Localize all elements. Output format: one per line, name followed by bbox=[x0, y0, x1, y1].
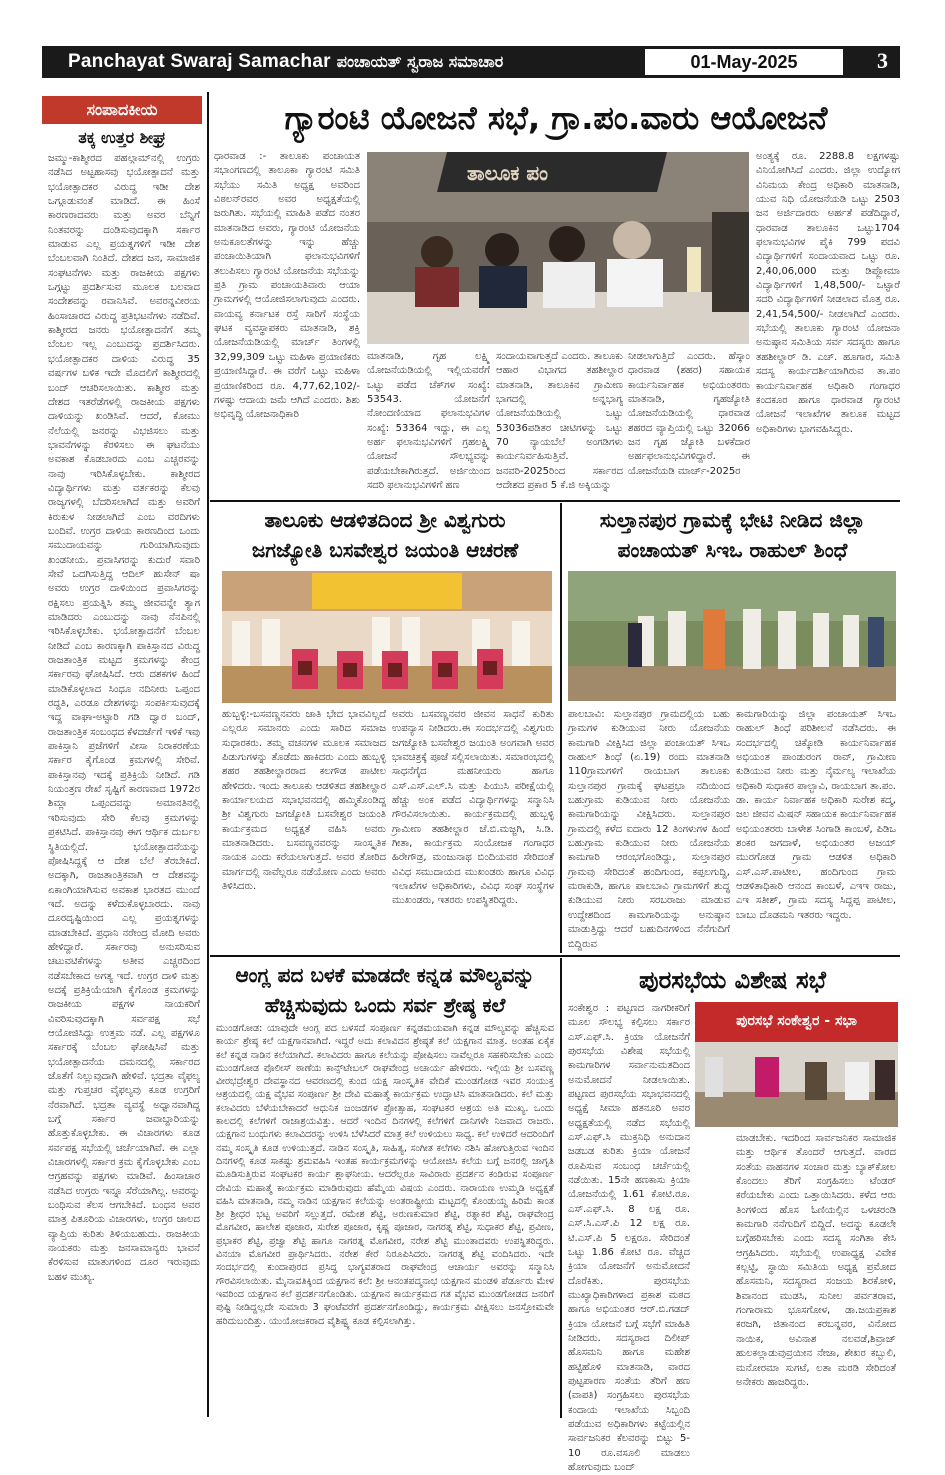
article1-col2 bbox=[367, 350, 490, 495]
svg-text:ತಾಲೂಕ ಪಂ: ತಾಲೂಕ ಪಂ bbox=[467, 161, 549, 185]
editorial-title: ತಕ್ಕ ಉತ್ತರ ಶೀಘ್ರ bbox=[78, 128, 166, 147]
article4-body-text: ಮುಂಡಗೋಡ: ಯಾವುದೇ ಆಂಗ್ಲ ಪದ ಬಳಸದೆ ಸಂಪೂರ್ಣ ಕನ್ನಡಮಯವಾಗಿ ಕನ್ನಡ ಮೌಲ್ಯವನ್ನು ಹೆಚ್ಚಿಸುವ ಕಾರ್ಯ ಶ್ರೇಷ್ಠ ಕಲೆ ಯಕ್ಷಗಾನವಾಗಿದೆ. ಇದ್ದರೆ ಅದು ಕಲಾವಿದನ ಶ್ರೇಷ್ಠತೆ ಕಲೆ ಯಕ್ಷಗಾನ ಮಾತ್ರ. ಅಂತಹ ಏಕೈಕ ಕಲೆ ಕನ್ನಡ ನಾಡಿನ ಕಲೆಯಾಗಿದೆ. ಕಲಾವಿದರು ಹಾಗೂ ಕಲೆಯನ್ನು ಪೋಷಿಸಲು ನಾವೆಲ್ಲರೂ ಸಹಕರಿಸಬೇಕು ಎಂದು ಮುಂಡಗೋಡ ಪೊಲೀಸ್ ಠಾಣೆಯ ಕಾನ್ಸ್‌ಟೇಬಲ್ ರಾಘವೇಂದ್ರ ಅಚಾರ್ಯ ಹೇಳಿದರು. ಇಲ್ಲಿಯ ಶ್ರೀ ಬಸವಣ್ಣ ವೀರಭದ್ರೇಶ್ವರ ದೇವಸ್ಥಾನದ ಆವರಣದಲ್ಲಿ ಕುಂದ ಯಕ್ಷ ಸಾಂಸ್ಕೃತಿಕ ವೇದಿಕೆ ಮುಂಡಗೋಡ ಇವರ ಸಂಯುಕ್ತ ಆಶ್ರಯದಲ್ಲಿ ಯಕ್ಷ ವೈಭವ ಸಂಪೂರ್ಣ ಶ್ರೀ ದೇವಿ ಮಹಾತ್ಮೆ ಕಾರ್ಯಕ್ರಮ ಉದ್ಘಾಟಿಸಿ ಮಾತನಾಡಿದರು. ಕಲೆ ಮತ್ತು ಕಲಾವಿದರು ಬೆಳೆಯಬೇಕಾದರೆ ಆಧುನಿಕ ಜಂಜಡಗಳ ಪ್ರೋತ್ಸಾಹ, ಸಂಘಟಕರ ಆಶ್ರಯ ಅತಿ ಮುಖ್ಯ. ಒಂದು ಕಾಲದಲ್ಲಿ ಕಲೆಗಳಿಗೆ ರಾಜಾಶ್ರಯವಿತ್ತು. ಆದರೆ ಇಂದಿನ ದಿನಗಳಲ್ಲಿ ಕಲೆಗಳಿಗೆ ದಾನಿಗಳೇ ನಿಜವಾದ ರಾಜರು. ಯಕ್ಷಗಾನ ಬಂಧುಗಳು ಕಲಾವಿದರನ್ನು ಉಳಿಸಿ ಬೆಳೆಸಿದರೆ ಮಾತ್ರ ಕಲೆ ಉಳಿಯಲು ಸಾಧ್ಯ. ಕಲೆ ಉಳಿದರೆ ಆದರಿಂದಿಗೆ ನಮ್ಮ ಸಂಸ್ಕೃತಿ ಕೂಡ ಉಳಿಯುತ್ತದೆ. ನಾಡಿನ ಸಂಸ್ಕೃತಿ, ಸಾಹಿತ್ಯ, ಸಂಗೀತ ಕಲೆಗಳು ನಶಿಸಿ ಹೋಗುತ್ತಿರುವ ಇಂದಿನ ದಿನಗಳಲ್ಲಿ ಕೂಡ ಸಾಕಷ್ಟು ಶ್ರಮವಹಿಸಿ ಇಂತಹ ಕಾರ್ಯಕ್ರಮಗಳನ್ನು ಆಯೋಜಿಸಿ ಕಲೆಯ ಬಗ್ಗೆ ಜನರಲ್ಲಿ ಜಾಗೃತಿ ಮೂಡಿಸುತ್ತಿರುವ ಸಂಘಟಕರ ಕಾರ್ಯ ಶ್ಲಾಘನೀಯ. ಆದರೆಲ್ಲರೂ ಸಾವಿರಾರು ಪ್ರದರ್ಶನ ಕಂಡಿರುವ ಸಂಪೂರ್ಣ ದೇವಿಯ ಮಹಾತ್ಮೆ ಕಾರ್ಯಕ್ರಮ ಮಾಡಿರುವುದು ಹೆಮ್ಮೆಯ ವಿಷಯ ಎಂದರು. ನಾರಾಯಣ ಉಮ್ಮಡಿ ಅಧ್ಯಕ್ಷತೆ ವಹಿಸಿ ಮಾತನಾಡಿ, ನಮ್ಮ ನಾಡಿನ ಯಕ್ಷಗಾನ ಕಲೆಯನ್ನು ಅಂತರಾಷ್ಟ್ರೀಯ ಮಟ್ಟದಲ್ಲಿ ಕೊಂಡುಯ್ದ ಹಿರಿಮೆ ಕಾಂತ ಶ್ರೀ ಶ್ರೀಧರ ಭಟ್ಟ ಅವರಿಗೆ ಸಲ್ಲುತ್ತದೆ. ರಮೇಶ ಶೆಟ್ಟಿ, ಅರುಣಕುಮಾರ ಶೆಟ್ಟಿ, ರತ್ನಾಕರ ಶೆಟ್ಟಿ, ರಾಘವೇಂದ್ರ ಮೊಗವೀರ, ಹಾಲೇಶ ಪೂಜಾರ, ಸುರೇಶ ಪೂಜಾರ, ಕೃಷ್ಣ ಪೂಜಾರ, ನಾಗರತ್ನ ಶೆಟ್ಟಿ, ಸುಧಾಕರ ಶೆಟ್ಟಿ, ಪ್ರವೀಣ, ಪ್ರಭಾಕರ ಶೆಟ್ಟಿ, ಪ್ರಜ್ವಾ ಶೆಟ್ಟಿ ಹಾಗೂ ನಾಗರತ್ನ ಮೊಗವೀರ, ನರೇಶ ಶೆಟ್ಟಿ ಮುಂತಾದವರು ಉಪಸ್ಥಿತರಿದ್ದರು. ವಿನಯಾ ಮೊಗವೀರ ಪ್ರಾರ್ಥಿಸಿದರು. ನರೇಶ ಕೇರೆ ನಿರೂಪಿಸಿದರು. ನಾಗರತ್ನ ಶೆಟ್ಟಿ ವಂದಿಸಿದರು. ಇದೇ ಸಂದರ್ಭದಲ್ಲಿ ಕುಂದಾಪುರದ ಪ್ರಸಿದ್ಧ ಭಾಗ್ಯವತರಾದ ರಾಘವೇಂದ್ರ ಆಚಾರ್ಯ ಅವರನ್ನು ಸನ್ಮಾನಿಸಿ ಗೌರವಿಸಲಾಯಿತು. ಮೈನಾವತಿಕ್ಕಿಂದ ಯಕ್ಷಗಾನ ಕಲೆ: ಶ್ರೀ ಆನಂತಪದ್ಮನಾಭ ಯಕ್ಷಗಾನ ಮಂಡಳಿ ಪೆರ್ಡೂರು ಮೇಳ ಇವರಿಂದ ಯಕ್ಷಗಾನ ಕಲೆ ಪ್ರದರ್ಶನಗೊಂಡಿತು. ಯಕ್ಷಗಾನ ಕಾರ್ಯಕ್ರಮದ ಗತ ವೈಭವ ಮುಂಡಗೋಡದ ಜನರಿಗೆ ಪುಷ್ಟಿ ನೀಡಿದ್ದಲ್ಲದೇ ಸುಮಾರು 3 ಘಂಟೆವರೆಗೆ ಪ್ರದರ್ಶನಗೊಂಡಿದ್ದು, ಕಾರ್ಯಕ್ರಮ ವೀಕ್ಷಿಸಲು ಜನಸ್ತೋಮವೇ ಹರಿದುಬಂದಿತ್ತು. ಯುಯೋಜಕರಾದ ವೈಶಿಷ್ಟ್ಯ ಕೂಡ ಕಲ್ಪಿಸಲಾಗಿತ್ತು. bbox=[216, 1023, 554, 1327]
article3-headline-line2: ಪಂಚಾಯತ್ ಸಿಇಒ ರಾಹುಲ್ ಶಿಂಧೆ bbox=[617, 538, 848, 562]
article3-col2-text: ಕಾಮಗಾರಿಯನ್ನು ಜಿಲ್ಲಾ ಪಂಚಾಯತ್ ಸಿಇಒ ರಾಹುಲ್ ಶಿಂಧೆ ಪರಿಶೀಲನೆ ನಡೆಸಿದರು. ಈ ಸಂದರ್ಭದಲ್ಲಿ ಚಿಕ್ಕೋಡಿ ಕಾರ್ಯನಿರ್ವಾಹಕ ಅಭಿಯಂತ ಪಾಂಡುರಂಗ ರಾವ್, ಗ್ರಾಮೀಣ ಕುಡಿಯುವ ನೀರು ಮತ್ತು ನೈರ್ಮಲ್ಯ ಇಲಾಖೆಯ ಅಧಿಕಾರಿ ಸುಧಾಕರ ಪಾಲ್ಭಾವಿ, ರಾಯಬಾಗ ತಾ.ಪಂ. ಡಾ. ಕಾರ್ಯ ನಿರ್ವಾಹಕ ಅಧಿಕಾರಿ ಸುರೇಶ ಕದ್ಮ, ಜಲ ಜೀವನ ಮಿಷನ್ ಸಹಾಯಕ ಕಾರ್ಯನಿರ್ವಾಹಕ ಅಭಿಯಂತರರು ಬಾಳೇಶ ಸಿಂಗಾಡಿ ಕಾಂಬಳೆ, ಪಿಡಿಒ ಶಂಕರ ಜಗದಾಳೆ, ಅಭಿಯಂತರ ಅಜಯ್ ಮುರಗೋಡ ಗ್ರಾಮ ಆಡಳಿತ ಅಧಿಕಾರಿ ಎಸ್.ಎಸ್.ಪಾಟೀಲ, ಹಂದಿಗುಂದ ಗ್ರಾಮ ಆಡಳಿತಾಧಿಕಾರಿ ಆನಂದ ಕಾಂಬಳೆ, ಎಇಇ ರಾಜು, ಎಇ ಸತೀಶ್, ಗ್ರಾಮ ಸದಸ್ಯ ಸಿದ್ದಪ್ಪ ಪಾಟೀಲ, ಬಾಬು ದೊಡಮನಿ ಇತರರು ಇದ್ದರು. bbox=[736, 709, 896, 921]
article5-banner-text: ಪುರಸಭೆ ಸಂಕೇಶ್ವರ - ಸಭಾ bbox=[736, 1013, 857, 1029]
article5-col1 bbox=[568, 1002, 690, 1473]
article1-col2-text: ಮಾತನಾಡಿ, ಗೃಹ ಲಕ್ಷ್ಮಿ ಯೋಜನೆಯಡಿಯಲ್ಲಿ ಇಲ್ಲಿಯವರೆಗೆ ಒಟ್ಟು ಪಡೆದ ಚೆಕ್‌ಗಳ ಸಂಖ್ಯೆ: 53543. ಯೋಜನೆಗೆ ನೋಂದಣಿಯಾದ ಫಲಾನುಭವಿಗಳ ಸಂಖ್ಯೆ: 53364 ಇದ್ದು, ಈ ಎಲ್ಲ ಅರ್ಹ ಫಲಾನುಭವಿಗಳಿಗೆ ಗ್ರಹಲಕ್ಷ್ಮಿ ಯೋಜನೆ ಸೌಲಭ್ಯವನ್ನು ಪಡೆಯಬೇಕಾಗಿರುತ್ತದೆ. ಅರ್ಜಿಯಿಂದ ಸದರಿ ಫಲಾನುಭವಿಗಳಿಗೆ ಹಣ bbox=[367, 351, 490, 492]
article4-headline-line2: ಹೆಚ್ಚಿಸುವುದು ಒಂದು ಸರ್ವ ಶ್ರೇಷ್ಠ ಕಲೆ bbox=[264, 993, 506, 1017]
article1-col3-text: ಸಂದಾಯವಾಗುತ್ತದೆ ಎಂದರು. ತಾಲೂಕು ಆಹಾರ ವಿಭಾಗದ ತಹಶೀಲ್ದಾರ ಮಾತನಾಡಿ, ತಾಲೂಕಿನ ಗ್ರಾಮೀಣ ಭಾಗದಲ್ಲಿ ಅನ್ನಭಾಗ್ಯ ಯೋಜನೆಯಡಿಯಲ್ಲಿ ಒಟ್ಟು 53036ಪಡಿತರ ಚೀಟಿಗಳನ್ನು ಒಟ್ಟು 70 ನ್ಯಾಯಬೆಲೆ ಅಂಗಡಿಗಳು ಕಾರ್ಯನಿರ್ವಹಿಸುತ್ತಿವೆ. ಜನವರಿ-2025ರಿಂದ ಸರ್ಕಾರದ ಆದೇಶದ ಪ್ರಕಾರ 5 ಕೆ.ಜಿ ಅಕ್ಕಿಯನ್ನು bbox=[496, 351, 623, 492]
article5-photo bbox=[695, 1002, 898, 1127]
column-divider bbox=[560, 958, 562, 1418]
article4-body bbox=[216, 1022, 554, 1415]
editorial-text: ಜಮ್ಮು-ಕಾಶ್ಮೀರದ ಪಹಲ್ಗಾಮ್‌ನಲ್ಲಿ ಉಗ್ರರು ನಡೆಸಿದ ಅಟ್ಟಹಾಸವು ಭಯೋತ್ಪಾದನೆ ಮತ್ತು ಭಯೋತ್ಪಾದಕರ ವಿರುದ್ಧ ಇಡೀ ದೇಶ ಒಗ್ಗೂಡುವಂತೆ ಮಾಡಿದೆ. ಈ ಹಿಂಸೆ ಕಾರಣರಾದವರು ಮತ್ತು ಅವರ ಬೆನ್ನಿಗೆ ನಿಂತವರನ್ನು ದಂಡಿಸುವುದಕ್ಕಾಗಿ ಸರ್ಕಾರ ಮಾಡುವ ಎಲ್ಲ ಪ್ರಯತ್ನಗಳಿಗೆ ಇಡೀ ದೇಶ ಬೆಂಬಲವಾಗಿ ನಿಂತಿದೆ. ದೇಶದ ಜನ, ಸಾಮಾಜಿಕ ಸಂಘಟನೆಗಳು ಮತ್ತು ರಾಜಕೀಯ ಪಕ್ಷಗಳು ಒಗ್ಗಟ್ಟು ಪ್ರದರ್ಶಿಸುವ ಮೂಲಕ ಬಲವಾದ ಸಂದೇಶವನ್ನು ರವಾನಿಸಿವೆ. ಅವರನ್ನವೀರಯ ಹಿಂಸಾಚಾರದ ವಿರುದ್ಧ ಪ್ರತಿಭಟನೆಗಳು ನಡೆದಿವೆ. ಕಾಶ್ಮೀರದ ಜನರು ಭಯೋತ್ಪಾದನೆಗೆ ತಮ್ಮ ಬೆಂಬಲ ಇಲ್ಲ ಎಂಬುದನ್ನು ಪ್ರದರ್ಶಿಸಿದರು. ಭಯೋತ್ಪಾದಕರ ದಾಳಿಯ ವಿರುದ್ಧ 35 ವರ್ಷಗಳ ಬಳಿಕ ಇದೇ ಮೊದಲಿಗೆ ಕಾಶ್ಮೀರದಲ್ಲಿ ಬಂದ್ ಆಚರಿಸಲಾಯಿತು. ಕಾಶ್ಮೀರ ಮತ್ತು ದೇಶದ ಇತರೆಡೆಗಳಲ್ಲಿ ರಾಜಕೀಯ ಪಕ್ಷಗಳು ದಾಳಿಯನ್ನು ಖಂಡಿಸಿವೆ. ಆದರೆ, ಕೋಮು ನೆಲೆಯಲ್ಲಿ ಜನರನ್ನು ವಿಭಜಿಸಲು ಮತ್ತು ಭಾವನೆಗಳನ್ನು ಕೆರಳಿಸಲು ಈ ಘಟನೆಯು ಅವಕಾಶ ಕೊಡಬಾರದು ಎಂಬ ಎಚ್ಚರವನ್ನು ನಾವು ಇರಿಸಿಕೊಳ್ಳಬೇಕು. ಕಾಶ್ಮೀರದ ವಿದ್ಯಾರ್ಥಿಗಳು ಮತ್ತು ವರ್ತಕರನ್ನು ಕೆಲವು ರಾಜ್ಯಗಳಲ್ಲಿ ಬೆದರಿಸಲಾಗಿದೆ ಮತ್ತು ಅವರಿಗೆ ಕಿರುಕುಳ ನೀಡಲಾಗಿದೆ ಎಂಬ ವರದಿಗಳು ಬಂದಿವೆ. ಉಗ್ರರ ದಾಳಿಯ ಕಾರಣದಿಂದ ಒಂದು ಸಮುದಾಯವನ್ನು ಗುರಿಯಾಗಿಸುವುದು ಖಂಡನೀಯ. ಪ್ರವಾಸಿಗರನ್ನು ಕುದುರೆ ಸವಾರಿ ಸೇವೆ ಒದಗಿಸುತ್ತಿದ್ದ ಆದಿಲ್ ಹುಸೇನ್ ಷಾ ಅವರು ಉಗ್ರರ ದಾಳಿಯಿಂದ ಪ್ರವಾಸಿಗರನ್ನು ರಕ್ಷಿಸಲು ಪ್ರಯತ್ನಿಸಿ ತಮ್ಮ ಜೀವವನ್ನೇ ತ್ಯಾಗ ಮಾಡಿದರು ಎಂಬುದನ್ನು ನಾವು ನೆನಪಿನಲ್ಲಿ ಇರಿಸಿಕೊಳ್ಳಬೇಕು. ಭಯೋತ್ಪಾದನೆಗೆ ಬೆಂಬಲ ನೀಡಿದೆ ಎಂಬ ಕಾರಣಕ್ಕಾಗಿ ಪಾಕಿಸ್ತಾನದ ವಿರುದ್ಧ ರಾಜತಾಂತ್ರಿಕ ಮಟ್ಟದ ಕ್ರಮಗಳನ್ನು ಕೇಂದ್ರ ಸರ್ಕಾರವು ಘೋಷಿಸಿದೆ. ಆರು ದಶಕಗಳ ಹಿಂದೆ ಮಾಡಿಕೊಳ್ಳಲಾದ ಸಿಂಧೂ ನದಿನೀರು ಒಪ್ಪಂದ ರದ್ದತಿ, ಎರಡೂ ದೇಶಗಳನ್ನು ಸಂಪರ್ಕಿಸುವುದಕ್ಕೆ ಇದ್ದ ವಾಘಾ-ಅಟ್ಟಾರಿ ಗಡಿ ದ್ವಾರ ಬಂದ್, ರಾಜತಾಂತ್ರಿಕ ಸಂಬಂಧದ ಕೆಳದರ್ಜೆಗೆ ಇಳಿಕೆ ಇವು ಪಾಕಿಸ್ತಾನಿ ಪ್ರಜೆಗಳಿಗೆ ವೀಸಾ ನಿರಾಕರಣೆಯ ಸರ್ಕಾರ ಕೈಗೊಂಡ ಕ್ರಮಗಳಲ್ಲಿ ಸೇರಿವೆ. ಪಾಕಿಸ್ತಾನವು ಇದಕ್ಕೆ ಪ್ರತಿಕ್ರಿಯೆ ನೀಡಿದೆ. ಗಡಿ ನಿಯಂತ್ರಣ ರೇಖೆ ಸೃಷ್ಟಿಗೆ ಕಾರಣವಾದ 1972ರ ಶಿಮ್ಲಾ ಒಪ್ಪಂದವನ್ನು ಅಮಾನತಿನಲ್ಲಿ ಇರಿಸುವುದು ಸೇರಿ ಕೆಲವು ಕ್ರಮಗಳನ್ನು ಪ್ರಕಟಿಸಿದೆ. ಪಾಕಿಸ್ತಾನವು ಈಗ ಆರ್ಥಿಕ ದುರ್ಬಲ ಸ್ಥಿತಿಯಲ್ಲಿದೆ. ಭಯೋತ್ಪಾದನೆಯನ್ನು ಪೋಷಿಸಿದ್ದಕ್ಕೆ ಆ ದೇಶ ಬೆಲೆ ತೆರಬೇಕಿದೆ. ಅದಕ್ಕಾಗಿ, ರಾಜತಾಂತ್ರಿಕವಾಗಿ ಆ ದೇಶವನ್ನು ಏಕಾಂಗಿಯಾಗಿಸುವ ಅವಕಾಶ ಭಾರತದ ಮುಂದೆ ಇದೆ. ಅದನ್ನು ಕಳೆದುಕೊಳ್ಳಬಾರದು. ನಾವು ದೂರದೃಷ್ಟಿಯಿಂದ ಎಲ್ಲ ಪ್ರಯತ್ನಗಳನ್ನು ಮಾಡಬೇಕಿದೆ. ಪ್ರಧಾನಿ ನರೇಂದ್ರ ಮೋದಿ ಅವರು ಹೇಳಿದ್ದಾರೆ. ಸರ್ಕಾರವು ಅನುಸರಿಸುವ ಚಟುವಟಿಕೆಗಳನ್ನು ಅತೀವ ಎಚ್ಚರದಿಂದ ನಡೆಸಬೇಕಾದ ಅಗತ್ಯ ಇದೆ. ಉಗ್ರರ ದಾಳಿ ಮತ್ತು ಅದಕ್ಕೆ ಪ್ರತಿಕ್ರಿಯೆಯಾಗಿ ಕೈಗೊಂಡ ಕ್ರಮಗಳನ್ನು ರಾಜಕೀಯ ಪಕ್ಷಗಳ ನಾಯಕರಿಗೆ ವಿವರಿಸುವುದಕ್ಕಾಗಿ ಸರ್ವಪಕ್ಷ ಸಭೆ ಆಯೋಜಿಸಿದ್ದು ಉತ್ತಮ ನಡೆ. ಎಲ್ಲ ಪಕ್ಷಗಳೂ ಸರ್ಕಾರಕ್ಕೆ ಬೆಂಬಲ ಘೋಷಿಸಿವೆ ಮತ್ತು ಭಯೋತ್ಪಾದನೆಯ ದಮನದಲ್ಲಿ ಸರ್ಕಾರದ ಜೊತೆಗೆ ನಿಲ್ಲುವುದಾಗಿ ಹೇಳಿವೆ. ಭದ್ರತಾ ವೈಫಲ್ಯ ಮತ್ತು ಗುಪ್ತಚರ ವೈಫಲ್ಯವು ಕೂಡ ಉಗ್ರರಿಗೆ ನೆರವಾಗಿದೆ. ಭದ್ರತಾ ವ್ಯವಸ್ಥೆ ಅಧ್ವಾನವಾಗಿದ್ದ ಬಗ್ಗೆ ಸರ್ಕಾರ ಜವಾಬ್ದಾರಿಯನ್ನು ಹೊತ್ತುಕೊಳ್ಳಬೇಕು. ಈ ವಿಚಾರಗಳು ಕೂಡ ಸರ್ವಪಕ್ಷ ಸಭೆಯಲ್ಲಿ ಚರ್ಚೆಯಾಗಿವೆ. ಈ ಎಲ್ಲಾ ವಿಚಾರಗಳಲ್ಲಿ ಸರ್ಕಾರ ಕ್ರಮ ಕೈಗೊಳ್ಳಬೇಕು ಎಂಬ ಆಗ್ರಹವನ್ನು ಪಕ್ಷಗಳು ಮಾಡಿವೆ. ಹಿಂಸಾಚಾರ ನಡೆಸಿದ ಉಗ್ರರು ಇನ್ನೂ ಸೆರೆಯಾಗಿಲ್ಲ. ಅವರನ್ನು ಬಂಧಿಸುವ ಕೆಲಸ ಆಗಬೇಕಿದೆ. ಬಂಧನ ಅವರ ಮಾತ್ರ ಪಿತೂರಿಯ ವಿಚಾರಗಳು, ಉಗ್ರರ ಜಾಲದ ವ್ಯಾಪ್ತಿಯ ಕುರಿತು ತಿಳಿಯಬಹುದು. ರಾಜಕೀಯ ನಾಯಕರು ಮತ್ತು ಜನಸಾಮಾನ್ಯರು ಭಾವನೆ ಕೆರಳಿಸುವ ಮಾತುಗಳಿಂದ ದೂರ ಇರುವುದು ಬಹಳ ಮುಖ್ಯ. bbox=[48, 153, 200, 1283]
article1-headline: ಗ್ಯಾರಂಟಿ ಯೋಜನೆ ಸಭೆ, ಗ್ರಾ.ಪಂ.ವಾರು ಆಯೋಜನೆ bbox=[284, 99, 828, 137]
masthead-title-kannada: ಪಂಚಾಯತ್ ಸ್ವರಾಜ ಸಮಾಚಾರ bbox=[336, 52, 504, 71]
section-divider bbox=[210, 955, 900, 957]
article2-col2 bbox=[392, 708, 554, 948]
article1-col4 bbox=[628, 350, 750, 495]
article1-col5 bbox=[756, 150, 900, 495]
article2-photo bbox=[222, 571, 552, 703]
article3-headline-line1: ಸುಲ್ತಾನಪುರ ಗ್ರಾಮಕ್ಕೆ ಭೇಟಿ ನೀಡಿದ ಜಿಲ್ಲಾ bbox=[599, 508, 866, 532]
page-number: 3 bbox=[877, 48, 888, 73]
article3-col1 bbox=[568, 708, 730, 948]
article1-col1-text: ಧಾರವಾಡ :- ತಾಲೂಕು ಪಂಚಾಯತ ಸಭಾಂಗಣದಲ್ಲಿ ತಾಲೂಕಾ ಗ್ಯಾರಂಟಿ ಸಮಿತಿ ಸಭೆಯು ಸಮಿತಿ ಅಧ್ಯಕ್ಷ ಅವರಿಂದ ವಿಠಲನ್‌ರವರ ಅವರ ಅಧ್ಯಕ್ಷತೆಯಲ್ಲಿ ಜರುಗಿತು. ಸಭೆಯಲ್ಲಿ ಮಾಹಿತಿ ಪಡೆದ ನಂತರ ಮಾತನಾಡಿದ ಅವರು, ಗ್ಯಾರಂಟಿ ಯೋಜನೆಯ ಅನುಕೂಲತೆಗಳನ್ನು ಇನ್ನು ಹೆಚ್ಚು ಪಂಚಾಯಿತಿಯಾಗಿ ಫಲಾನುಭವಿಗಳಿಗೆ ತಲುಪಿಸಲು ಗ್ಯಾರಂಟಿ ಯೋಜನೆಯ ಸಭೆಯನ್ನು ಪ್ರತಿ ಗ್ರಾಮ ಪಂಚಾಯತಿವಾರು ಆಯಾ ಗ್ರಾಮಗಳಲ್ಲಿ ಆಯೋಜಿಸಲಾಗುವುದು ಎಂದರು. ವಾಯವ್ಯ ಕರ್ನಾಟಕ ರಸ್ತೆ ಸಾರಿಗೆ ಸಂಸ್ಥೆಯ ಘಟಕ ವ್ಯವಸ್ಥಾಪಕರು ಮಾತನಾಡಿ, ಶಕ್ತಿ ಯೋಜನೆಯಡಿಯಲ್ಲಿ ಮಾರ್ಚ್ ತಿಂಗಳಲ್ಲಿ 32,99,309 ಒಟ್ಟು ಮಹಿಳಾ ಪ್ರಯಾಣಿಕರು ಪ್ರಯಾಣಿಸಿದ್ದಾರೆ. ಈ ವರೆಗೆ ಒಟ್ಟು ಮಹಿಳಾ ಪ್ರಯಾಣಿಕರಿಂದ ರೂ. 4,77,62,102/- ಗಳಷ್ಟು ಆದಾಯ ಜಮೆ ಆಗಿದೆ ಎಂದರು. ಶಿಶು ಅಭಿವೃದ್ಧಿ ಯೋಜನಾಧಿಕಾರಿ bbox=[214, 151, 360, 421]
article1-col4-text: ನೀಡಲಾಗುತ್ತಿದೆ ಎಂದರು. ಹೆಸ್ಕಾಂ ಧಾರವಾಡ (ಶಹರ) ಸಹಾಯಕ ಕಾರ್ಯನಿರ್ವಾಹಕ ಅಭಿಯಂತರರು ಮಾತನಾಡಿ, ಗೃಹಜ್ಯೋತಿ ಯೋಜನೆಯಡಿಯಲ್ಲಿ ಧಾರವಾಡ ಶಹರದ ವ್ಯಾಪ್ತಿಯಲ್ಲಿ ಒಟ್ಟು 32066 ಜನ ಗೃಹ ಜ್ಯೋತಿ ಬಳಕೆದಾರ ಅರ್ಹಫಲಾನುಭವಿಗಳಿದ್ದಾರೆ. ಈ ಯೋಜನೆಯಡಿ ಮಾರ್ಚ್-2025ರ bbox=[628, 351, 750, 477]
article5-headline: ಪುರಸಭೆಯ ವಿಶೇಷ ಸಭೆ bbox=[639, 966, 826, 994]
article2-headline-line1: ತಾಲೂಕು ಆಡಳಿತದಿಂದ ಶ್ರೀ ವಿಶ್ವಗುರು bbox=[264, 508, 506, 532]
article2-col2-text: ಅವರು ಬಸವಣ್ಣನವರ ಜೀವನ ಸಾಧನೆ ಕುರಿತು ಉಪನ್ಯಾಸ ನೀಡಿದರು.ಈ ಸಂದರ್ಭದಲ್ಲಿ ವಿಶ್ವಗುರು ಜಗಜ್ಯೋತಿ ಬಸವೇಶ್ವರ ಜಯಂತಿ ಅಂಗವಾಗಿ ಅವರ ಭಾವಚಿತ್ರಕ್ಕೆ ಪೂಜೆ ಸಲ್ಲಿಸಲಾಯಿತು. ಸಮಾರಂಭದಲ್ಲಿ ಸಾಧನೆಗೈದ ಮಹನೀಯರು ಹಾಗೂ ಎಸ್.ಎಸ್.ಎಲ್.ಸಿ ಮತ್ತು ಪಿಯುಸಿ ಪರೀಕ್ಷೆಯಲ್ಲಿ ಹೆಚ್ಚು ಅಂಕ ಪಡೆದ ವಿದ್ಯಾರ್ಥಿಗಳನ್ನು ಸನ್ಮಾನಿಸಿ ಗೌರವಿಸಲಾಯಿತು. ಕಾರ್ಯಕ್ರಮದಲ್ಲಿ ಹುಬ್ಬಳ್ಳಿ ಗ್ರಾಮೀಣ ತಹಶೀಲ್ದಾರ ಜೆ.ಬಿ.ಮಜ್ಜಗಿ, ಸಿ.ಡಿ. ಗೀತಾ, ಕಾರ್ಯಕ್ರಮ ಸಂಯೋಜಕ ಗಂಗಾಧರ ಹಿರೇಗೌಡ್ರ, ಮಂಜುನಾಥ ಬಿಂದಿಯವರ ಸೇರಿದಂತೆ ವಿವಿಧ ಸಮುದಾಯದ ಮುಖಂಡರು ಹಾಗೂ ವಿವಿಧ ಇಲಾಖೆಗಳ ಅಧಿಕಾರಿಗಳು, ವಿವಿಧ ಸಂಘ ಸಂಸ್ಥೆಗಳ ಮುಖಂಡರು, ಇತರರು ಉಪಸ್ಥಿತರಿದ್ದರು. bbox=[392, 709, 555, 907]
column-divider bbox=[560, 503, 562, 953]
article5-col2 bbox=[736, 1132, 896, 1414]
article5-col2-text: ಮಾಡಬೇಕು. ಇದರಿಂದ ಸಾರ್ವಜನಿಕರ ಸಾಮಾಜಿಕ ಮತ್ತು ಆರ್ಥಿಕ ತೊಂದರೆ ಆಗುತ್ತದೆ. ವಾರದ ಸಂತೆಯ ವಾಹನಗಳ ಸಂಚಾರ ಮತ್ತು ಬ್ಯಾಕ್‌ಕೋಲ ಕೊಂದಲು ತೆರಿಗೆ ಸಂಗ್ರಹಿಸಲು ಟೆಂಡರ್ ಕರೆಯಬೇಕು ಎಂದು ಒತ್ತಾಯಿಸಿದರು. ಕಳೆದ ಆರು ತಿಂಗಳಿಂದ ಹೊಸ ಓಣಿಯಲ್ಲಿನ ಒಳಚರಂಡಿ ಕಾಮಗಾರಿ ನನೆಗುದಿಗೆ ಬಿದ್ದಿದೆ. ಅದನ್ನು ಕೂಡಲೇ ಬಗ್ಗೆಹರಿಸಬೇಕು ಎಂದು ಸದಸ್ಯ ಸಂಗಿತಾ ಕೇಸಿ ಆಗ್ರಹಿಸಿದರು. ಸಭೆಯಲ್ಲಿ ಉಪಾಧ್ಯಕ್ಷ ವಿವೇಕ ಕಲ್ಲಟ್ಟಿ, ಸ್ಥಾಯಿ ಸಮಿತಿಯ ಅಧ್ಯಕ್ಷ ಪ್ರಮೋದ ಹೊಸಮನಿ, ಸದಸ್ಯರಾದ ಸಂಜಯ ಶಿರಕೋಳಿ, ಶಿವಾನಂದ ಮುಡಸಿ, ಸುನೀಲ ಪರ್ವತರಾವ, ಗಂಗಾರಾಮ ಭೂಸಗೋಳ, ಡಾ.ಜಯಪ್ರಕಾಶ ಕರಜಗಿ, ಜಿತಾನಂದ ಕರಬನ್ನವರ, ವಿನೋದ ನಾಯಿಕ, ಅವಿನಾಶ ನಲವಡೆ,ಶಿವ್ರಾಜ್ ಹುಲಕಲ್ಲಾಡುವುವ್ರಯೀನ ನೇಜಾ, ಶೇಖರ ಕಬ್ಬುಲಿ, ಮನೋರಮಾ ಸುಗಟೆ, ಲತಾ ಮರಡಿ ಸೇರಿದಂತೆ ಅನೇಕರು ಹಾಜರಿದ್ದರು. bbox=[736, 1133, 896, 1388]
article1-col3 bbox=[496, 350, 623, 495]
article4-headline-line1: ಆಂಗ್ಲ ಪದ ಬಳಕೆ ಮಾಡದೇ ಕನ್ನಡ ಮೌಲ್ಯವನ್ನು bbox=[235, 963, 535, 987]
article1-photo bbox=[367, 152, 749, 344]
article3-headline bbox=[565, 505, 900, 565]
article1-col1 bbox=[214, 150, 360, 495]
article1-col5-text: ಅಂತ್ಯಕ್ಕೆ ರೂ. 2288.8 ಲಕ್ಷಗಳಷ್ಟು ವಿನಿಯೋಗಿಸಿದೆ ಎಂದರು. ಜಿಲ್ಲಾ ಉದ್ಯೋಗ ವಿನಿಮಯ ಕೇಂದ್ರ ಅಧಿಕಾರಿ ಮಾತನಾಡಿ, ಯುವ ನಿಧಿ ಯೋಜನೆಯಡಿ ಒಟ್ಟು 2503 ಜನ ಅರ್ಜಿದಾರರು ಅರ್ಹತೆ ಪಡೆದಿದ್ದಾರೆ, ಧಾರವಾಡ ತಾಲೂಕಿನ ಒಟ್ಟು1704 ಫಲಾನುಭವಿಗಳ ಪೈಕಿ 799 ಪದವಿ ವಿದ್ಯಾರ್ಥಿಗಳಿಗೆ ಸಂದಾಯವಾದ ಒಟ್ಟು ರೂ. 2,40,06,000 ಮತ್ತು ಡಿಪ್ಲೋಮಾ ವಿದ್ಯಾರ್ಥಿಗಳಿಗೆ 1,48,500/- ಒಟ್ಟಾರೆ ಸದರಿ ವಿದ್ಯಾರ್ಥಿಗಳಿಗೆ ನೀಡಲಾದ ಮೊತ್ತ ರೂ. 2,41,54,500/- ನೀಡಲಾಗಿದೆ ಎಂದರು. ಸಭೆಯಲ್ಲಿ ತಾಲೂಕು ಗ್ಯಾರಂಟಿ ಯೋಜನಾ ಅನುಷ್ಠಾನ ಸಮಿತಿಯ ಸರ್ವ ಸದಸ್ಯರು ಹಾಗೂ ತಹಶೀಲ್ದಾರ್ ಡಿ. ಎಚ್. ಹೂಗಾರ, ಸಮಿತಿ ಸದಸ್ಯ ಕಾರ್ಯದರ್ಶಿಯಾಗಿರುವ ತಾ.ಪಂ ಕಾರ್ಯನಿರ್ವಾಹಕ ಅಧಿಕಾರಿ ಗಂಗಾಧರ ಕಂದಕೂರ ಹಾಗೂ ಧಾರವಾಡ ಗ್ಯಾರಂಟಿ ಯೋಜನೆ ಇಲಾಖೆಗಳ ತಾಲೂಕ ಮಟ್ಟದ ಅಧಿಕಾರಿಗಳು ಭಾಗವಹಿಸಿದ್ದರು. bbox=[756, 151, 900, 435]
article2-col1-text: ಹುಬ್ಬಳ್ಳಿ:-ಬಸವಣ್ಣನವರು ಜಾತಿ ಭೇದ ಭಾವವಿಲ್ಲದೆ ಎಲ್ಲರೂ ಸಮಾನರು ಎಂದು ಸಾರಿದ ಸಮಾಜ ಸುಧಾರಕರು. ತಮ್ಮ ವಚನಗಳ ಮೂಲಕ ಸಮಾಜದ ಪಿಡುಗುಗಳನ್ನು ತೊಡೆದು ಹಾಕಿದರು ಎಂದು ಹುಬ್ಬಳ್ಳಿ ಶಹರ ತಹಶೀಲ್ದಾರರಾದ ಕಲಗೌಡ ಪಾಟೀಲ ಹೇಳಿದರು. ಇಂದು ತಾಲೂಕು ಆಡಳಿತದ ತಹಶೀಲ್ದಾರ ಕಾರ್ಯಾಲಯದ ಸಭಾಭವನದಲ್ಲಿ ಹಮ್ಮಿಕೊಂಡಿದ್ದ ಶ್ರೀ ವಿಶ್ವಗುರು ಜಗಜ್ಯೋತಿ ಬಸವೇಶ್ವರ ಜಯಂತಿ ಕಾರ್ಯಕ್ರಮದ ಅಧ್ಯಕ್ಷತೆ ವಹಿಸಿ ಅವರು ಮಾತನಾಡಿದರು. ಬಸವಣ್ಣನವರನ್ನು ಸಾಂಸ್ಕೃತಿಕ ನಾಯಕ ಎಂದು ಕರೆಯಲಾಗುತ್ತದೆ. ಅವರ ತೋರಿದ ಮಾರ್ಗದಲ್ಲಿ ನಾವೆಲ್ಲರೂ ನಡೆಯೋಣ ಎಂದು ಅವರು ತಿಳಿಸಿದರು. bbox=[222, 709, 386, 893]
article4-headline bbox=[214, 960, 556, 1020]
article3-col1-text: ಪಾಲಬಾವಿ: ಸುಲ್ತಾನಪುರ ಗ್ರಾಮದಲ್ಲಿಯ ಬಹು ಗ್ರಾಮಗಳ ಕುಡಿಯುವ ನೀರು ಯೋಜನೆಯ ಕಾಮಗಾರಿ ವೀಕ್ಷಿಸಿದ ಜಿಲ್ಲಾ ಪಂಚಾಯತ್ ಸಿಇಒ ರಾಹುಲ್ ಶಿಂಧೆ (ಏ.19) ರಂದು ಮಾತನಾಡಿ 110ಗ್ರಾಮಗಳಿಗೆ ರಾಯಬಾಗ ತಾಲೂಕು ಸುಲ್ತಾನಪುರ ಗ್ರಾಮಕ್ಕೆ ಘಟಪ್ರಭಾ ನದಿಯಿಂದ ಬಹುಗ್ರಾಮ ಕುಡಿಯುವ ನೀರು ಯೋಜನೆಯ ಕಾಮಗಾರಿಯನ್ನು ವೀಕ್ಷಿಸಿದರು. ಸುಲ್ತಾನಪುರ ಗ್ರಾಮದಲ್ಲಿ ಕಳೆದ ಐದಾರು 12 ತಿಂಗಳುಗಳ ಹಿಂದೆ ಬಹುಗ್ರಾಮ ಕುಡಿಯುವ ನೀರು ಯೋಜನೆಯ ಕಾಮಗಾರಿ ಆರಂಭಗೊಂಡಿದ್ದು, ಸುಲ್ತಾನಪುರ ಗ್ರಾಮವು ಸೇರಿದಂತೆ ಹಂದಿಗುಂದ, ಕಪ್ಪಲಗುದ್ದಿ, ಮರಾಕುಡಿ, ಹಾಗೂ ಪಾಲಬಾವಿ ಗ್ರಾಮಗಳಿಗೆ ಶುದ್ಧ ಕುಡಿಯುವ ನೀರು ಸರಬರಾಜು ಮಾಡುವ ಉದ್ದೇಶದಿಂದ ಕಾಮಗಾರಿಯನ್ನು ಅನುಷ್ಠಾನ ಮಾಡುತ್ತಿದ್ದು ಆದರೆ ಬಹುದಿನಗಳಿಂದ ನೆನೆಗುದಿಗೆ ಬಿದ್ದಿರುವ bbox=[568, 709, 730, 950]
article5-col1-text: ಸಂಕೇಶ್ವರ : ಪಟ್ಟಣದ ನಾಗರೀಕರಿಗೆ ಮೂಲ ಸೌಲಭ್ಯ ಕಲ್ಪಿಸಲು ಸರ್ಕಾರ ಎಸ್.ಎಫ್.ಸಿ. ಕ್ರಿಯಾ ಯೋಜನೆಗೆ ಪುರಸಭೆಯ ವಿಶೇಷ ಸಭೆಯಲ್ಲಿ ಕಾಮಗಾರಿಗಳ ಸರ್ವಾನುಮತದಿಂದ ಅನುಮೋದನೆ ನೀಡಲಾಯಿತು. ಪಟ್ಟಣದ ಪುರಸಭೆಯ ಸಭಾಭವನದಲ್ಲಿ ಅಧ್ಯಕ್ಷೆ ಸೀಮಾ ಹತನೂರಿ ಅವರ ಅಧ್ಯಕ್ಷತೆಯಲ್ಲಿ ನಡೆದ ಸಭೆಯಲ್ಲಿ ಎಸ್.ಎಫ್.ಸಿ ಮುಕ್ತನಿಧಿ ಅನುದಾನ ಜಡಬಡ ಕುರಿತು ಕ್ರಿಯಾ ಯೋಜನೆ ರೂಪಿಸುವ ಸಂಬಂಧ ಚರ್ಚೆಯಲ್ಲಿ ನಡೆಯಿತು. 15ನೇ ಹಣಕಾಸು ಕ್ರಿಯಾ ಯೋಜನೆಯಲ್ಲಿ 1.61 ಕೋಟಿ.ರೂ. ಎಸ್.ಎಫ್.ಸಿ. 8 ಲಕ್ಷ ರೂ. ಎಸ್.ಸಿ.ಎಸ್.ಪಿ 12 ಲಕ್ಷ ರೂ. ಟಿ.ಎಸ್.ಪಿ 5 ಲಕ್ಷರೂ. ಸೇರಿದಂತೆ ಒಟ್ಟು 1.86 ಕೋಟಿ ರೂ. ವೆಚ್ಚದ ಕ್ರಿಯಾ ಯೋಜನೆಗೆ ಅನುಮೋದನೆ ದೊರೆಕಿತು. ಪುರಸಭೆಯ ಮುಖ್ಯಾಧಿಕಾರಿಗಳಾದ ಪ್ರಕಾಶ ಮಠದ ಹಾಗೂ ಅಭಿಯಂತರ ಆರ್.ಬಿ.ಗಡದ್ ಕ್ರಿಯಾ ಯೋಜನೆ ಬಗ್ಗೆ ಸಭೆಗೆ ಮಾಹಿತಿ ನೀಡಿದರು. ಸದಸ್ಯರಾದ ದಿಲೀಪ್ ಹೊಸಮನಿ ಹಾಗೂ ಮಹೇಶ ಹಟ್ಟಿಹೊಳಿ ಮಾತನಾಡಿ, ವಾರದ ಪುಟ್ಟಪಾರಣ ಸಂತೆಯ ತೆರಿಗೆ ಹಣ (ವಾಪತಿ) ಸಂಗ್ರಹಿಸಲು ಪುರಸಭೆಯ ಕಂದಾಯ ಇಲಾಖೆಯ ಸಿಬ್ಬಂದಿ ಪಡೆಯುವ ಅಧಿಕಾರಿಗಳು ಕಟ್ಟೆಯಲ್ಲಿನ ಸಾರ್ವಜನಿಕರ ಕೆಲವರನ್ನು ಬಿಟ್ಟು 5-10 ರೂ.ವಸೂಲಿ ಮಾಡಲು ಹೋಗುವುದು ಬಂದ್ bbox=[568, 1003, 690, 1473]
article3-col2 bbox=[736, 708, 896, 948]
article2-headline-line2: ಜಗಜ್ಯೋತಿ ಬಸವೇಶ್ವರ ಜಯಂತಿ ಆಚರಣೆ bbox=[251, 538, 519, 562]
editorial-body bbox=[48, 152, 200, 1417]
masthead-title-english: Panchayat Swaraj Samachar bbox=[68, 51, 331, 72]
issue-date: 01-May-2025 bbox=[645, 49, 843, 75]
section-divider bbox=[210, 500, 900, 502]
editorial-divider bbox=[207, 92, 209, 1417]
article2-col1 bbox=[222, 708, 386, 948]
article2-headline bbox=[214, 505, 556, 565]
masthead bbox=[42, 46, 900, 78]
article3-photo bbox=[568, 571, 896, 701]
editorial-badge: ಸಂಪಾದಕೀಯ bbox=[42, 96, 202, 124]
